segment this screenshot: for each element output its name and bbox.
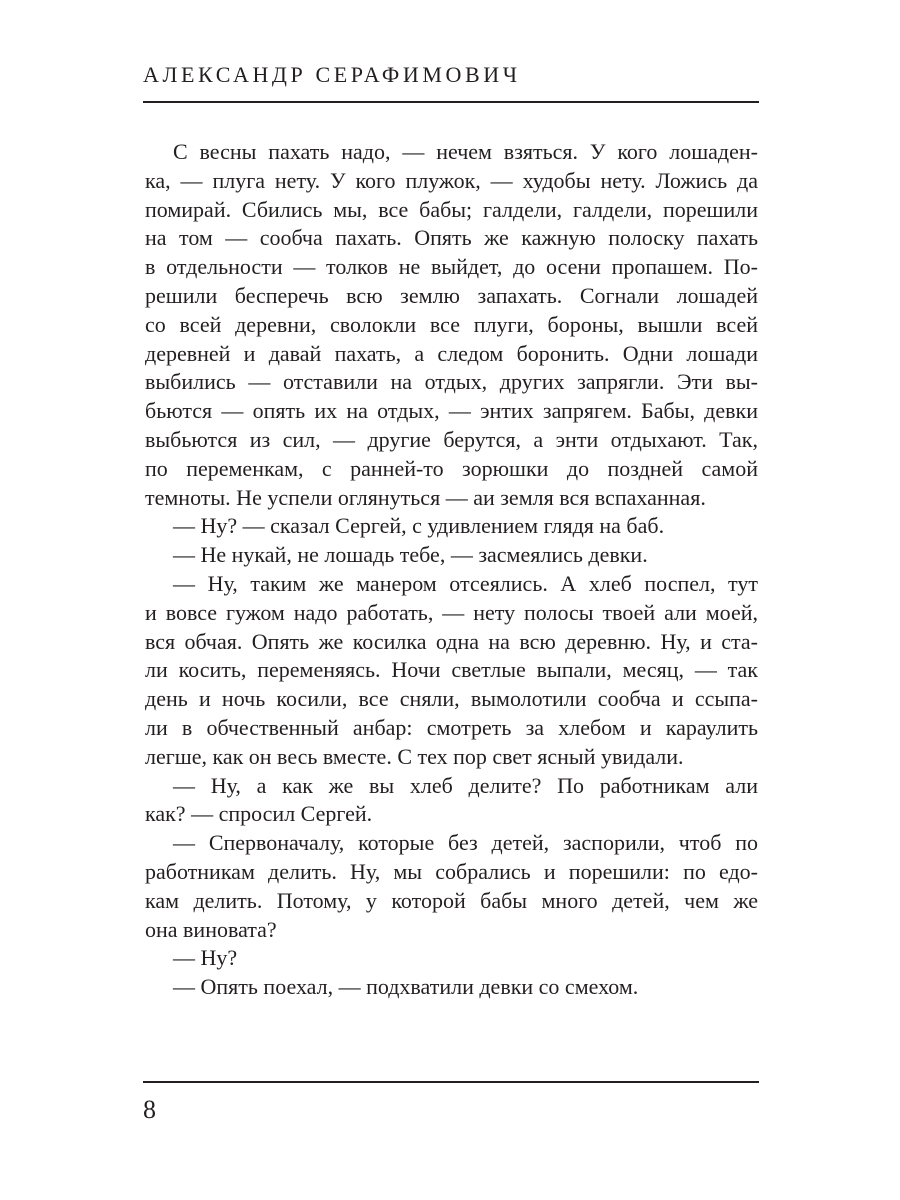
paragraph <box>145 944 758 973</box>
text-line: и вовсе гужом надо работать, — нету полосы твоей али моей, <box>145 599 758 625</box>
paragraph <box>145 829 758 944</box>
text-line: — Ну, а как же вы хлеб делите? По работникам али <box>173 772 758 798</box>
paragraph <box>145 138 758 512</box>
text-line: — Ну? <box>173 945 238 971</box>
paragraph <box>145 512 758 541</box>
text-line: темноты. Не успели оглянуться — аи земля вся вспаханная. <box>145 484 706 510</box>
text-line: выбьются из сил, — другие берутся, а энти отдыхают. Так, <box>145 426 758 452</box>
header-rule <box>143 101 759 103</box>
text-line: выбились — отставили на отдых, других запрягли. Эти вы- <box>145 369 758 395</box>
text-line: — Не нукай, не лошадь тебе, — засмеялись девки. <box>173 542 648 568</box>
text-line: помирай. Сбились мы, все бабы; галдели, галдели, порешили <box>145 196 758 222</box>
page-number: 8 <box>143 1095 156 1124</box>
text-line: — Ну? — сказал Сергей, с удивлением глядя на баб. <box>173 513 665 539</box>
text-line: как? — спросил Сергей. <box>145 801 373 827</box>
paragraph <box>145 570 758 772</box>
running-head: АЛЕКСАНДР СЕРАФИМОВИЧ <box>143 62 521 87</box>
text-line: работникам делить. Ну, мы собрались и порешили: по едо- <box>145 858 758 884</box>
text-line: со всей деревни, сволокли все плуги, бороны, вышли всей <box>145 311 758 337</box>
text-line: — Опять поехал, — подхватили девки со смехом. <box>173 974 639 1000</box>
paragraph <box>145 973 758 1002</box>
body-text <box>145 138 758 1002</box>
text-line: бьются — опять их на отдых, — энтих запрягем. Бабы, девки <box>145 398 758 424</box>
text-line: кам делить. Потому, у которой бабы много детей, чем же <box>145 887 758 913</box>
text-line: С весны пахать надо, — нечем взяться. У кого лошаден- <box>173 139 758 164</box>
text-line: ка, — плуга нету. У кого плужок, — худобы нету. Ложись да <box>145 167 758 193</box>
text-line: деревней и давай пахать, а следом боронить. Одни лошади <box>145 340 758 366</box>
text-line: на том — сообча пахать. Опять же кажную полоску пахать <box>145 225 758 251</box>
text-line: ли косить, переменяясь. Ночи светлые выпали, месяц, — так <box>145 657 758 683</box>
paragraph <box>145 772 758 830</box>
paragraph <box>145 541 758 570</box>
text-line: — Спервоначалу, которые без детей, заспорили, чтоб по <box>173 830 758 856</box>
text-line: в отдельности — толков не выйдет, до осени пропашем. По- <box>145 254 758 280</box>
text-line: решили бесперечь всю землю запахать. Согнали лошадей <box>145 282 758 308</box>
text-line: день и ночь косили, все сняли, вымолотили сообча и ссыпа- <box>145 686 758 712</box>
text-line: — Ну, таким же манером отсеялись. А хлеб поспел, тут <box>173 570 758 596</box>
footer-rule <box>143 1081 759 1083</box>
text-line: ли в обчественный анбар: смотреть за хлебом и караулить <box>145 714 758 740</box>
text-line: она виновата? <box>145 916 277 942</box>
text-line: по переменкам, с ранней-то зорюшки до поздней самой <box>145 455 758 481</box>
text-line: легше, как он весь вместе. С тех пор свет ясный увидали. <box>145 743 684 769</box>
text-line: вся обчая. Опять же косилка одна на всю деревню. Ну, и ста- <box>145 628 758 654</box>
